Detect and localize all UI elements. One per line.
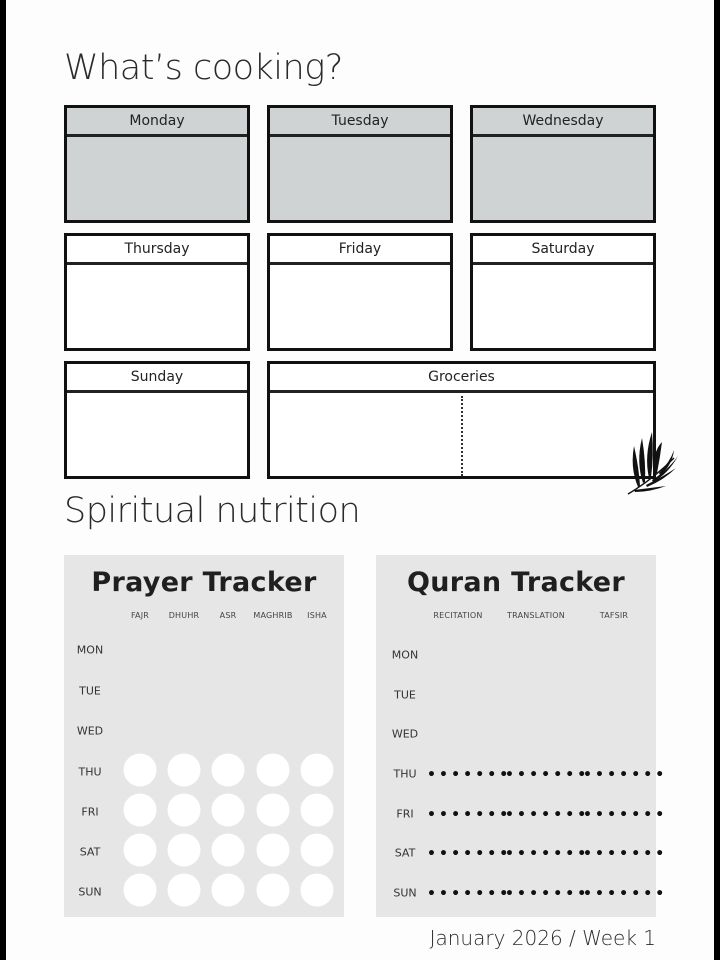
quran-entry-fri-tafsir[interactable]: ••••••• bbox=[583, 807, 668, 824]
prayer-col-dhuhr: DHUHR bbox=[168, 611, 200, 620]
prayer-checkbox-fri-asr[interactable] bbox=[212, 794, 245, 827]
day-header: Monday bbox=[67, 108, 247, 137]
prayer-col-maghrib: MAGHRIB bbox=[253, 611, 293, 620]
day-box-wednesday[interactable] bbox=[470, 105, 656, 223]
quran-tracker-title: Quran Tracker bbox=[406, 567, 626, 598]
quran-entry-thu-translation[interactable]: ••••••• bbox=[505, 767, 590, 784]
quran-entry-sat-tafsir[interactable]: ••••••• bbox=[583, 846, 668, 863]
prayer-row-thu: THU bbox=[78, 765, 102, 779]
quran-col-recitation: RECITATION bbox=[433, 611, 483, 620]
prayer-checkbox-thu-isha[interactable] bbox=[301, 754, 334, 787]
prayer-checkbox-thu-fajr[interactable] bbox=[124, 754, 157, 787]
footer-date-label: January 2026 / Week 1 bbox=[429, 926, 656, 950]
prayer-col-isha: ISHA bbox=[307, 611, 327, 620]
day-box-monday[interactable] bbox=[64, 105, 250, 223]
prayer-col-fajr: FAJR bbox=[130, 611, 150, 620]
prayer-checkbox-thu-asr[interactable] bbox=[212, 754, 245, 787]
prayer-tracker-title: Prayer Tracker bbox=[91, 567, 317, 598]
quran-row-wed: WED bbox=[391, 727, 419, 741]
quran-row-sat: SAT bbox=[394, 846, 416, 860]
day-header: Saturday bbox=[473, 236, 653, 265]
spiritual-section-title: Spiritual nutrition bbox=[64, 491, 361, 531]
prayer-checkbox-fri-maghrib[interactable] bbox=[257, 794, 290, 827]
quran-row-fri: FRI bbox=[396, 807, 414, 821]
prayer-checkbox-sun-dhuhr[interactable] bbox=[168, 874, 201, 907]
prayer-row-mon: MON bbox=[76, 643, 104, 657]
prayer-row-tue: TUE bbox=[79, 684, 101, 698]
day-box-saturday[interactable] bbox=[470, 233, 656, 351]
day-box-tuesday[interactable] bbox=[267, 105, 453, 223]
prayer-checkbox-sat-fajr[interactable] bbox=[124, 834, 157, 867]
leaf-sprig-icon bbox=[624, 428, 680, 498]
quran-col-tafsir: TAFSIR bbox=[599, 611, 629, 620]
day-header: Thursday bbox=[67, 236, 247, 265]
prayer-row-sat: SAT bbox=[79, 845, 101, 859]
prayer-checkbox-sun-isha[interactable] bbox=[301, 874, 334, 907]
prayer-checkbox-sun-fajr[interactable] bbox=[124, 874, 157, 907]
prayer-row-wed: WED bbox=[76, 724, 104, 738]
prayer-checkbox-thu-maghrib[interactable] bbox=[257, 754, 290, 787]
quran-col-translation: TRANSLATION bbox=[507, 611, 565, 620]
quran-tracker-panel bbox=[376, 555, 668, 917]
quran-entry-fri-recitation[interactable]: ••••••• bbox=[427, 807, 512, 824]
planner-page bbox=[6, 0, 714, 960]
day-header: Sunday bbox=[67, 364, 247, 393]
prayer-checkbox-sun-maghrib[interactable] bbox=[257, 874, 290, 907]
quran-entry-sat-recitation[interactable]: ••••••• bbox=[427, 846, 512, 863]
prayer-row-fri: FRI bbox=[81, 805, 99, 819]
groceries-box[interactable] bbox=[267, 361, 656, 479]
quran-row-sun: SUN bbox=[393, 886, 417, 900]
quran-entry-fri-translation[interactable]: ••••••• bbox=[505, 807, 590, 824]
groceries-header: Groceries bbox=[270, 364, 653, 393]
quran-entry-sun-recitation[interactable]: ••••••• bbox=[427, 886, 512, 903]
day-header: Friday bbox=[270, 236, 450, 265]
prayer-checkbox-sat-isha[interactable] bbox=[301, 834, 334, 867]
quran-row-tue: TUE bbox=[394, 688, 416, 702]
quran-entry-thu-tafsir[interactable]: ••••••• bbox=[583, 767, 668, 784]
prayer-checkbox-thu-dhuhr[interactable] bbox=[168, 754, 201, 787]
prayer-checkbox-sat-maghrib[interactable] bbox=[257, 834, 290, 867]
day-header: Wednesday bbox=[473, 108, 653, 137]
quran-entry-sat-translation[interactable]: ••••••• bbox=[505, 846, 590, 863]
day-box-sunday[interactable] bbox=[64, 361, 250, 479]
prayer-checkbox-sun-asr[interactable] bbox=[212, 874, 245, 907]
prayer-checkbox-fri-dhuhr[interactable] bbox=[168, 794, 201, 827]
prayer-checkbox-sat-asr[interactable] bbox=[212, 834, 245, 867]
prayer-checkbox-fri-fajr[interactable] bbox=[124, 794, 157, 827]
groceries-dotted-divider bbox=[461, 396, 463, 476]
prayer-col-asr: ASR bbox=[219, 611, 237, 620]
prayer-checkbox-fri-isha[interactable] bbox=[301, 794, 334, 827]
prayer-tracker-panel bbox=[64, 555, 344, 917]
day-box-friday[interactable] bbox=[267, 233, 453, 351]
quran-entry-sun-tafsir[interactable]: ••••••• bbox=[583, 886, 668, 903]
prayer-row-sun: SUN bbox=[78, 885, 102, 899]
quran-entry-thu-recitation[interactable]: ••••••• bbox=[427, 767, 512, 784]
day-header: Tuesday bbox=[270, 108, 450, 137]
meal-section-title: What’s cooking? bbox=[64, 48, 343, 88]
quran-row-thu: THU bbox=[393, 767, 417, 781]
day-box-thursday[interactable] bbox=[64, 233, 250, 351]
quran-entry-sun-translation[interactable]: ••••••• bbox=[505, 886, 590, 903]
prayer-checkbox-sat-dhuhr[interactable] bbox=[168, 834, 201, 867]
quran-row-mon: MON bbox=[391, 648, 419, 662]
